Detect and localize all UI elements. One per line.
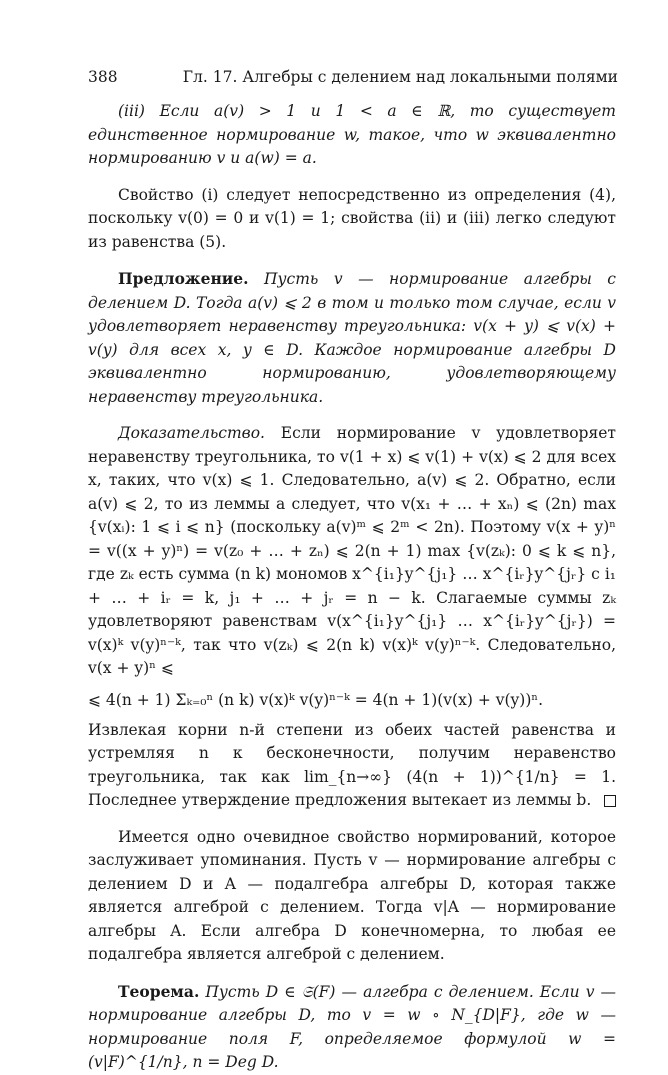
theorem-label: Теорема.	[118, 981, 200, 1001]
proposition-text: Пусть v — нормирование алгебры с делением D. Тогда a(v) ⩽ 2 в том и только том случае, если v удовлетворяет неравенству треугольника: v(x + y) ⩽ v(x) + v(y) для всех x, y ∈ D. Каждое нормирование алгебры D эквивалентно нормированию, удовлетворяющему неравенству треугольника.	[88, 270, 616, 406]
item-iii: (iii) Если a(v) > 1 и 1 < a ∈ ℝ, то существует единственное нормирование w, такое, что w эквивалентно нормированию v и a(w) = a.	[88, 102, 616, 167]
running-header	[88, 68, 618, 86]
remark: Имеется одно очевидное свойство нормирований, которое заслуживает упоминания. Пусть v — нормирование алгебры с делением D и A — подалгебра алгебры D, которая также является алгеброй с делением. Тогда v|A — нормирование алгебры A. Если алгебра D конечномерна, то любая ее подалгебра является алгеброй с делением.	[88, 827, 616, 963]
qed-square-icon	[604, 795, 616, 807]
proof-conclusion	[88, 719, 616, 813]
proposition-label: Предложение.	[118, 269, 249, 288]
proof	[88, 422, 616, 681]
theorem-text: Пусть D ∈ 𝔖(F) — алгебра с делением. Если v — нормирование алгебры D, то v = w ∘ N_{D|F}, где w — нормирование поля F, определяемое формулой w = (v|F)^{1/n}, n = Deg D.	[88, 982, 616, 1071]
proof-formula: ⩽ 4(n + 1) Σₖ₌₀ⁿ (n k) v(x)ᵏ v(y)ⁿ⁻ᵏ = 4(n + 1)(v(x) + v(y))ⁿ.	[88, 690, 544, 709]
page-body	[88, 100, 616, 1075]
page-number: 388	[88, 68, 118, 86]
proof-label: Доказательство.	[118, 424, 265, 442]
proof-part1: Если нормирование v удовлетворяет неравенству треугольника, то v(1 + x) ⩽ v(1) + v(x) ⩽ 2 для всех x, таких, что v(x) ⩽ 1. Следовательно, a(v) ⩽ 2. Обратно, если a(v) ⩽ 2, то из леммы a следует, что v(x₁ + … + xₙ) ⩽ (2n) max {v(xᵢ): 1 ⩽ i ⩽ n} (поскольку a(v)ᵐ ⩽ 2ᵐ < 2n). Поэтому v(x + y)ⁿ = v((x + y)ⁿ) = v(z₀ + … + zₙ) ⩽ 2(n + 1) max {v(zₖ): 0 ⩽ k ⩽ n}, где zₖ есть сумма (n k) мономов x^{i₁}y^{j₁} … x^{iᵣ}y^{jᵣ} с i₁ + … + iᵣ = k, j₁ + … + jᵣ = n − k. Слагаемые суммы zₖ удовлетворяют равенствам v(x^{i₁}y^{j₁} … x^{iᵣ}y^{jᵣ}) = v(x)ᵏ v(y)ⁿ⁻ᵏ, так что v(zₖ) ⩽ 2(n k) v(x)ᵏ v(y)ⁿ⁻ᵏ. Следовательно, v(x + y)ⁿ ⩽	[88, 424, 616, 677]
proposition	[88, 267, 616, 409]
running-title: Гл. 17. Алгебры с делением над локальными полями	[182, 68, 618, 86]
property-proof: Свойство (i) следует непосредственно из определения (4), поскольку v(0) = 0 и v(1) = 1; свойства (ii) и (iii) легко следуют из равенства (5).	[88, 185, 616, 251]
proof-part2: Извлекая корни n-й степени из обеих частей равенства и устремляя n к бесконечности, получим неравенство треугольника, так как lim_{n→∞} (4(n + 1))^{1/n} = 1. Последнее утверждение предложения вытекает из леммы b.	[88, 720, 616, 809]
theorem	[88, 980, 616, 1075]
